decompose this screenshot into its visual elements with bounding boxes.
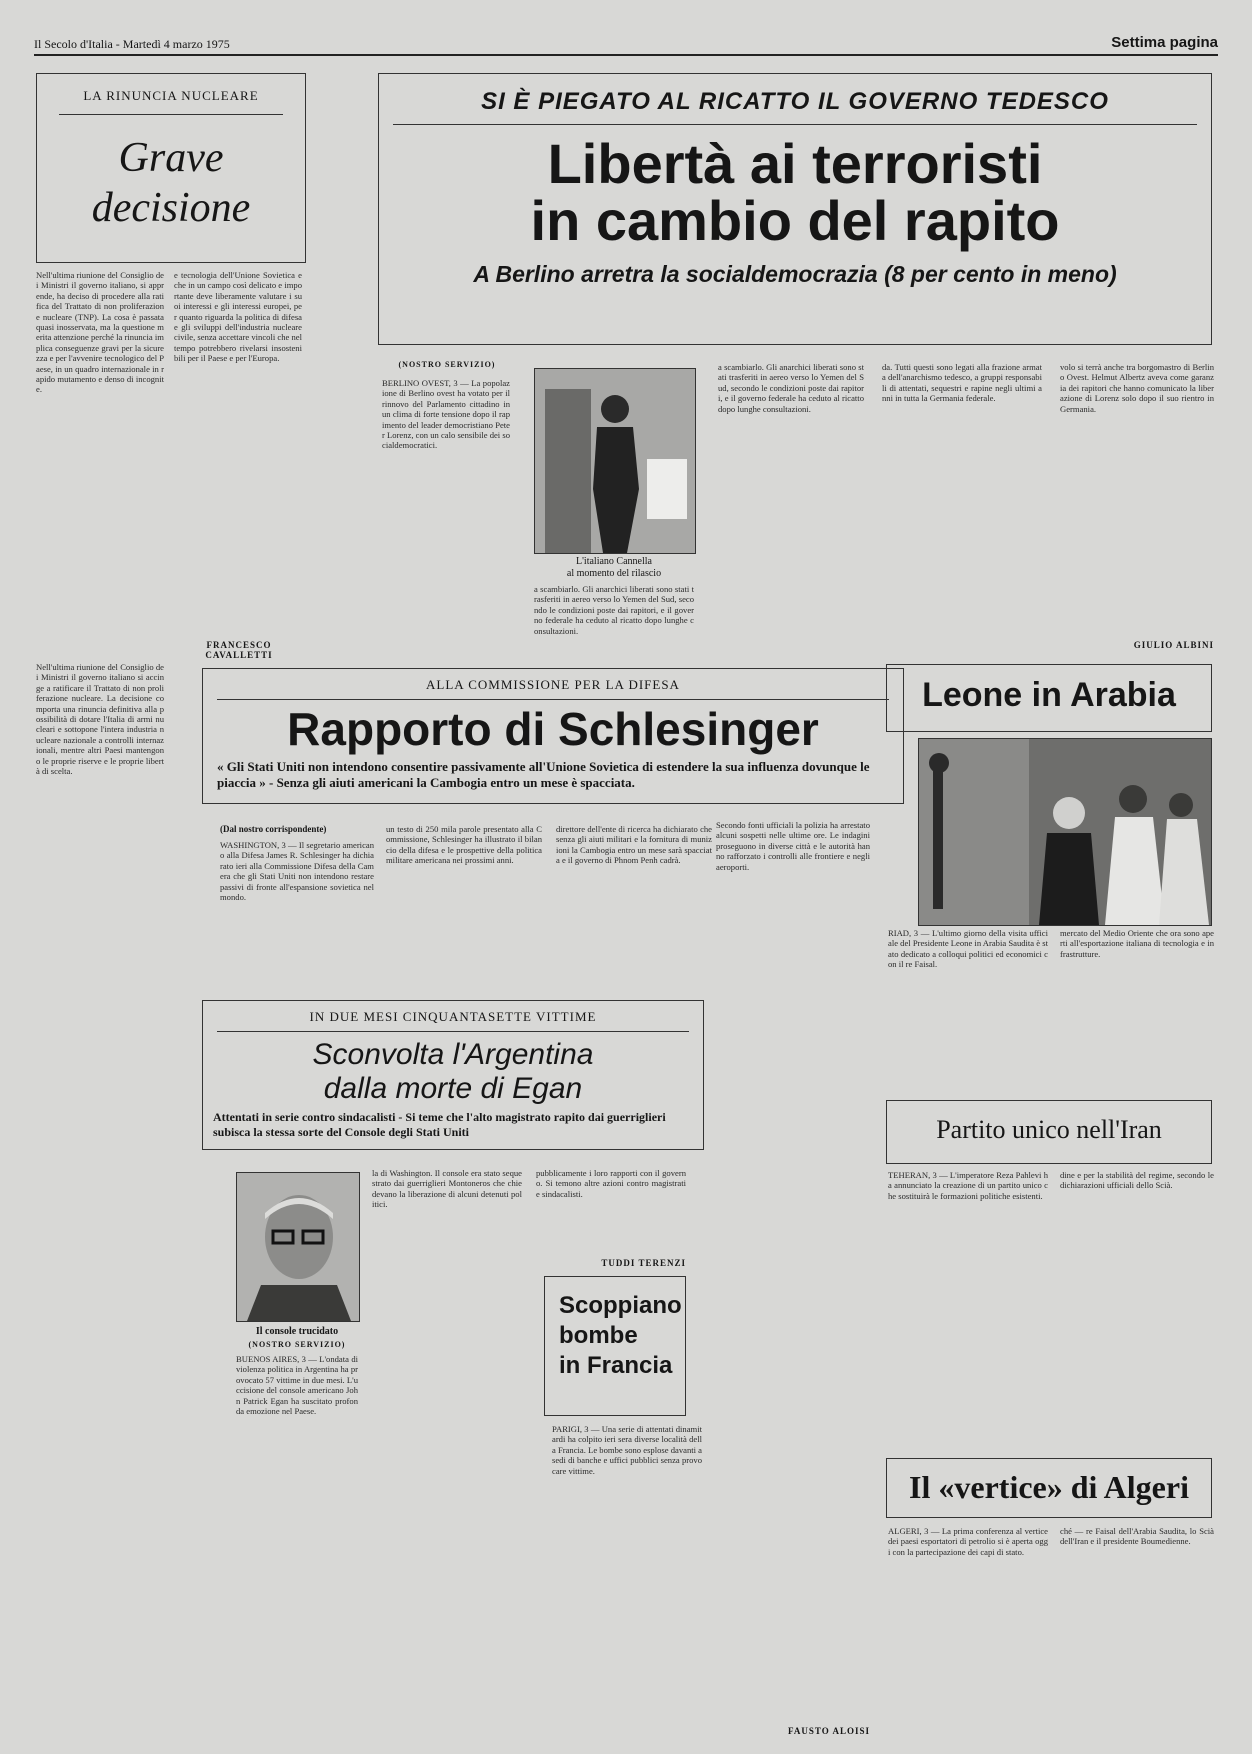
middle-column-body: Secondo fonti ufficiali la polizia ha arrestato alcuni sospetti nelle ultime ore. Le indagini proseguono in diverse città e le autorità hanno rafforzato i controlli alle frontiere e negli aeroporti. xyxy=(716,820,870,872)
schlesinger-kicker: ALLA COMMISSIONE PER LA DIFESA xyxy=(426,677,680,692)
editorial-body-3: Nell'ultima riunione del Consiglio dei Ministri il governo italiano si accinge a ratificare il Trattato di non proliferazione nucleare. La decisione comporta una rinuncia definitiva alla possibilità di dotare l'Italia di armi nucleari e sottopone l'intera industria nucleare nazionale a controlli internazionali, mentre altri Paesi mantengono le proprie riserve e le proprie libertà di scelta. xyxy=(36,662,164,777)
cannella-caption-2: al momento del rilascio xyxy=(566,568,662,579)
lead-body-2b: a scambiarlo. Gli anarchici liberati sono stati trasferiti in aereo verso lo Yemen del Sud, secondo le condizioni poste dai rapitori, e il governo federale ha ceduto al ricatto dopo lunghe consultazioni. xyxy=(718,362,864,414)
lead-title-1: Libertà ai terroristi xyxy=(547,132,1043,195)
masthead-section: Settima pagina xyxy=(1111,34,1218,51)
editorial-body-2: e tecnologia dell'Unione Sovietica e che in un campo così delicato e importante deve liberamente valutare i suoi interessi e gli interessi europei, per quanto riguarda la politica di difesa e gli sviluppi dell'industria nucleare civile, senza accettare vincoli che nel tempo potrebbero rivelarsi insostenibili per il Paese e per l'Europa. xyxy=(174,270,302,364)
schlesinger-body-2: un testo di 250 mila parole presentato alla Commissione, Schlesinger ha illustrato il bilancio della difesa e le prospettive della politica militare americana nei prossimi anni. xyxy=(386,824,542,866)
egan-caption: Il console trucidato xyxy=(255,1326,339,1337)
argentina-headline-box xyxy=(202,1000,704,1150)
iran-body-1: TEHERAN, 3 — L'imperatore Reza Pahlevi ha annunciato la creazione di un partito unico che sostituirà le formazioni politiche esistenti. xyxy=(888,1170,1048,1201)
editorial-title-1: Grave xyxy=(118,135,224,181)
argentina-body-1: BUENOS AIRES, 3 — L'ondata di violenza politica in Argentina ha provocato 57 vittime in due mesi. L'uccisione del console americano John Patrick Egan ha suscitato profonda emozione nel Paese. xyxy=(236,1354,358,1417)
argentina-service: (NOSTRO SERVIZIO) xyxy=(248,1340,346,1349)
francia-body: PARIGI, 3 — Una serie di attentati dinamitardi ha colpito ieri sera diverse località della Francia. Le bombe sono esplose davanti a sedi di banche e uffici pubblici senza provocare vittime. xyxy=(552,1424,702,1476)
schlesinger-subtitle: « Gli Stati Uniti non intendono consentire passivamente all'Unione Sovietica di estendere la sua influenza dovunque le piaccia » - Senza gli aiuti americani la Cambogia entro un mese è spacciata. xyxy=(217,758,870,790)
schlesinger-body-1: WASHINGTON, 3 — Il segretario americano alla Difesa James R. Schlesinger ha dichiarato ieri alla Commissione Difesa della Camera che gli Stati Uniti non intendono restare passivi di fronte all'espansione sovietica nel mondo. xyxy=(220,840,374,903)
argentina-subtitle: Attentati in serie contro sindacalisti - Si teme che l'alto magistrato rapito dai guerriglieri subisca la stessa sorte del Console degli Stati Uniti xyxy=(213,1110,666,1139)
argentina-title-1: Sconvolta l'Argentina xyxy=(312,1038,594,1071)
editorial-signature: FRANCESCO CAVALLETTI xyxy=(205,640,273,660)
argentina-kicker: IN DUE MESI CINQUANTASETTE VITTIME xyxy=(309,1009,597,1024)
algeri-body-1: ALGERI, 3 — La prima conferenza al vertice dei paesi esportatori di petrolio si è aperta oggi con la partecipazione dei capi di stato. xyxy=(888,1526,1048,1557)
leone-body-1: RIAD, 3 — L'ultimo giorno della visita ufficiale del Presidente Leone in Arabia Saudita è stato dedicato a colloqui politici ed economici con il re Faisal. xyxy=(888,928,1048,970)
masthead-rule xyxy=(34,54,1218,56)
lead-body-1: BERLINO OVEST, 3 — La popolazione di Berlino ovest ha votato per il rinnovo del Parlamento cittadino in un clima di forte tensione dopo il rapimento del leader democristiano Peter Lorenz, con un calo sensibile dei socialdemocratici. xyxy=(382,378,510,451)
lead-body-4: volo si terrà anche tra borgomastro di Berlino Ovest. Helmut Albertz aveva come garanzia dei rapitori che hanno comunicato la liberazione di Lorenz solo dopo il suo rientro in Germania. xyxy=(1060,362,1214,414)
leone-headline-box xyxy=(886,664,1212,732)
editorial-title-2: decisione xyxy=(91,185,251,231)
algeri-headline-box xyxy=(886,1458,1212,1518)
editorial-kicker: LA RINUNCIA NUCLEARE xyxy=(83,88,259,103)
editorial-headline-box xyxy=(36,73,306,263)
francia-title-1: Scoppiano xyxy=(559,1292,682,1319)
egan-portrait-icon xyxy=(237,1173,359,1321)
schlesinger-headline-box xyxy=(202,668,904,804)
leone-photo xyxy=(918,738,1212,926)
iran-headline-box xyxy=(886,1100,1212,1164)
editorial-body-1: Nell'ultima riunione del Consiglio dei Ministri il governo italiano, si apprende, ha deciso di procedere alla ratifica del Trattato di non proliferazione nucleare (TNP). La cosa è passata quasi inosservata, ma la questione merita attenzione perché la rinuncia implica conseguenze gravi per la sicurezza e per l'avvenire tecnologico del Paese, in un quadro internazionale in rapido mutamento e denso di incognite. xyxy=(36,270,164,395)
leone-meeting-icon xyxy=(919,739,1211,925)
lead-body-3: da. Tutti questi sono legati alla frazione armata dell'anarchismo tedesco, a gruppi responsabili di attentati, sequestri e rapine negli ultimi anni in tutta la Germania federale. xyxy=(882,362,1042,404)
schlesinger-title: Rapporto di Schlesinger xyxy=(287,703,819,755)
lead-kicker: SI È PIEGATO AL RICATTO IL GOVERNO TEDESCO xyxy=(481,88,1109,115)
cannella-photo xyxy=(534,368,696,554)
egan-photo xyxy=(236,1172,360,1322)
leone-body-2: mercato del Medio Oriente che ora sono aperti all'esportazione italiana di tecnologia e infrastrutture. xyxy=(1060,928,1214,959)
algeri-title: Il «vertice» di Algeri xyxy=(909,1469,1189,1505)
lead-body-2: a scambiarlo. Gli anarchici liberati sono stati trasferiti in aereo verso lo Yemen del Sud, secondo le condizioni poste dai rapitori, e il governo federale ha ceduto al ricatto dopo lunghe consultazioni. xyxy=(534,584,694,636)
francia-signature: FAUSTO ALOISI xyxy=(788,1726,870,1736)
argentina-signature: TUDDI TERENZI xyxy=(601,1258,686,1268)
argentina-body-3: pubblicamente i loro rapporti con il governo. Si temono altre azioni contro magistrati e sindacalisti. xyxy=(536,1168,686,1199)
lead-subtitle: A Berlino arretra la socialdemocrazia (8 per cento in meno) xyxy=(473,261,1117,288)
lead-signature: GIULIO ALBINI xyxy=(1133,640,1214,650)
argentina-body-2: la di Washington. Il console era stato sequestrato dai guerriglieri Montoneros che chiedevano la liberazione di alcuni detenuti politici. xyxy=(372,1168,522,1210)
francia-title-3: in Francia xyxy=(559,1352,673,1379)
argentina-title-2: dalla morte di Egan xyxy=(323,1072,583,1105)
iran-body-2: dine e per la stabilità del regime, secondo le dichiarazioni ufficiali dello Scià. xyxy=(1060,1170,1214,1191)
lead-headline-box xyxy=(378,73,1212,345)
cannella-caption-1: L'italiano Cannella xyxy=(576,556,652,567)
leone-title: Leone in Arabia xyxy=(922,676,1176,714)
algeri-body-2: ché — re Faisal dell'Arabia Saudita, lo Scià dell'Iran e il presidente Boumedienne. xyxy=(1060,1526,1214,1547)
lead-service: (NOSTRO SERVIZIO) xyxy=(398,360,496,369)
cannella-figure-icon xyxy=(535,369,695,553)
iran-title: Partito unico nell'Iran xyxy=(936,1115,1162,1144)
francia-headline-box xyxy=(544,1276,686,1416)
schlesinger-service: (Dal nostro corrispondente) xyxy=(220,824,327,834)
francia-title-2: bombe xyxy=(559,1322,638,1349)
lead-title-2: in cambio del rapito xyxy=(530,189,1060,253)
masthead-date: Il Secolo d'Italia - Martedì 4 marzo 1975 xyxy=(34,37,230,51)
schlesinger-body-3: direttore dell'ente di ricerca ha dichiarato che senza gli aiuti militari e la fornitura di munizioni la Cambogia entro un mese sarà spacciata e il governo di Phnom Penh cadrà. xyxy=(556,824,712,866)
